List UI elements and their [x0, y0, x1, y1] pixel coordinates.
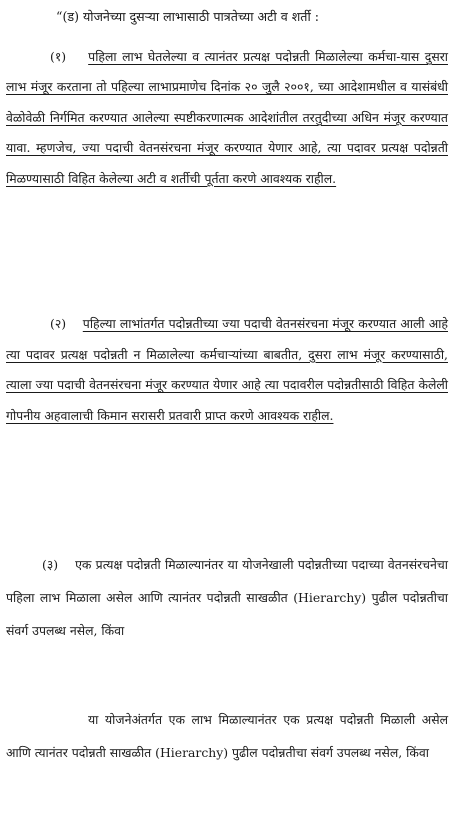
section-heading: “(ड) योजनेच्या दुसऱ्या लाभासाठी पात्रतेच्या अटी व शर्ती :: [56, 9, 319, 24]
condition-3-alternative: [6, 703, 448, 769]
condition-3-text: एक प्रत्यक्ष पदोन्नती मिळाल्यानंतर या योजनेखाली पदोन्नतीच्या पदाच्या वेतनसंरचनेचा पहिला लाभ मिळाला असेल आणि त्यानंतर पदोन्नती साखळीत (Hierarchy) पुढील पदोन्नतीचा संवर्ग उपलब्ध नसेल, किंवा: [6, 557, 448, 638]
condition-3: [6, 548, 448, 647]
condition-3-number: (३): [42, 557, 59, 572]
condition-1: [6, 42, 448, 194]
condition-1-text: पहिला लाभ घेतलेल्या व त्यानंतर प्रत्यक्ष पदोन्नती मिळालेल्या कर्मचा-यास दुसरा लाभ मंजूर करताना तो पहिल्या लाभाप्रमाणेच दिनांक २० जुलै २००१, च्या आदेशामधील व यासंबंधी वेळोवेळी निर्गमित करण्यात आलेल्या स्पष्टीकरणात्मक आदेशांतील तरतुदीच्या अधिन मंजूर करण्यात यावा. म्हणजेच, ज्या पदाची वेतनसंरचना मंजूर करण्यात येणार आहे, त्या पदावर प्रत्यक्ष पदोन्नती मिळण्यासाठी विहित केलेल्या अटी व शर्तीची पूर्तता करणे आवश्यक राहील.: [6, 49, 448, 186]
condition-1-number: (१): [50, 49, 67, 64]
condition-3-alt-text: या योजनेअंतर्गत एक लाभ मिळाल्यानंतर एक प्रत्यक्ष पदोन्नती मिळाली असेल आणि त्यानंतर पदोन्नती साखळीत (Hierarchy) पुढील पदोन्नतीचा संवर्ग उपलब्ध नसेल, किंवा: [6, 712, 448, 760]
condition-2-number: (२): [50, 316, 67, 331]
condition-2-text: पहिल्या लाभांतर्गत पदोन्नतीच्या ज्या पदाची वेतनसंरचना मंजूर करण्यात आली आहे त्या पदावर प्रत्यक्ष पदोन्नती न मिळालेल्या कर्मचाऱ्यांच्या बाबतीत, दुसरा लाभ मंजूर करण्यासाठी, त्याला ज्या पदाची वेतनसंरचना मंजूर करण्यात येणार आहे त्या पदावरील पदोन्नतीसाठी विहित केलेली गोपनीय अहवालाची किमान सरासरी प्रतवारी प्राप्त करणे आवश्यक राहील.: [6, 316, 448, 423]
condition-2: [6, 309, 448, 431]
